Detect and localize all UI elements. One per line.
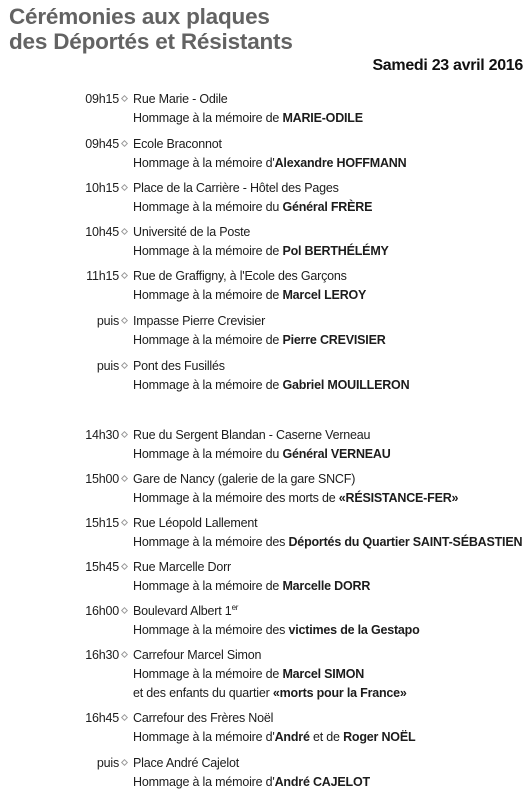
place-text: Rue Léopold Lallement: [133, 516, 258, 530]
entry-place: [133, 426, 370, 445]
entry-place: [133, 135, 222, 154]
entry-tribute: [133, 445, 391, 464]
place-text: Rue du Sergent Blandan - Caserne Verneau: [133, 428, 371, 442]
entry-tribute-extra: [133, 684, 407, 703]
entry-time: puis: [96, 314, 119, 328]
tribute-name: Général FRÈRE: [282, 200, 373, 214]
place-text: Impasse Pierre Crevisier: [133, 314, 266, 328]
schedule-entry: [0, 558, 531, 602]
tribute-name-2: Roger NOËL: [343, 730, 416, 744]
entry-tribute: [133, 665, 364, 684]
schedule-entry: [0, 90, 531, 134]
entry-tribute: [133, 154, 406, 173]
schedule-entry: [0, 602, 531, 646]
tribute-name: Alexandre HOFFMANN: [274, 156, 407, 170]
entry-time: 15h00: [85, 472, 119, 486]
place-text: Université de la Poste: [133, 225, 251, 239]
entry-tribute: [133, 489, 458, 508]
schedule-entry: [0, 357, 531, 401]
schedule-entry: [0, 135, 531, 179]
tribute-name: André CAJELOT: [274, 775, 370, 789]
place-text: Gare de Nancy (galerie de la gare SNCF): [133, 472, 356, 486]
entry-time: puis: [96, 359, 119, 373]
diamond-bullet-icon: [121, 519, 128, 526]
diamond-bullet-icon: [121, 563, 128, 570]
entry-tribute: [133, 198, 372, 217]
entry-place: [133, 558, 231, 577]
entry-place: [133, 90, 228, 109]
diamond-bullet-icon: [121, 184, 128, 191]
diamond-bullet-icon: [121, 714, 128, 721]
entry-tribute: [133, 109, 363, 128]
diamond-bullet-icon: [121, 431, 128, 438]
entry-place: [133, 223, 250, 242]
diamond-bullet-icon: [121, 651, 128, 658]
extra-name: «morts pour la France»: [272, 686, 407, 700]
schedule-entry: [0, 426, 531, 470]
entry-place: [133, 514, 257, 533]
diamond-bullet-icon: [121, 362, 128, 369]
schedule-entry: [0, 754, 531, 798]
tribute-prefix: Hommage à la mémoire de: [133, 333, 283, 347]
entry-place: [133, 267, 347, 286]
diamond-bullet-icon: [121, 607, 128, 614]
tribute-name: André: [274, 730, 310, 744]
diamond-bullet-icon: [121, 95, 128, 102]
schedule-entry: [0, 312, 531, 356]
entry-time: 16h00: [85, 604, 119, 618]
tribute-name: Marcelle DORR: [282, 579, 371, 593]
place-text: Place André Cajelot: [133, 756, 239, 770]
entry-time: 15h45: [85, 560, 119, 574]
entry-place: [133, 602, 238, 621]
entry-time: 11h15: [86, 269, 119, 283]
entry-place: [133, 179, 339, 198]
schedule-entry: [0, 646, 531, 700]
entry-place: [133, 709, 273, 728]
tribute-name: Pol BERTHÉLÉMY: [282, 244, 389, 258]
place-text: Place de la Carrière - Hôtel des Pages: [133, 181, 339, 195]
tribute-prefix: Hommage à la mémoire d': [133, 730, 275, 744]
entry-place: [133, 646, 261, 665]
tribute-prefix: Hommage à la mémoire de: [133, 667, 283, 681]
entry-tribute: [133, 331, 386, 350]
entry-time: 16h30: [85, 648, 119, 662]
tribute-prefix: Hommage à la mémoire d': [133, 775, 275, 789]
tribute-name: Marcel LEROY: [282, 288, 367, 302]
entry-place: [133, 470, 355, 489]
schedule-entry: [0, 470, 531, 514]
title-line-2: des Déportés et Résistants: [9, 29, 293, 54]
tribute-name: «RÉSISTANCE-FER»: [338, 491, 459, 505]
place-text: Pont des Fusillés: [133, 359, 225, 373]
tribute-prefix: Hommage à la mémoire de: [133, 288, 283, 302]
tribute-name: Pierre CREVISIER: [282, 333, 386, 347]
tribute-name: Marcel SIMON: [282, 667, 365, 681]
tribute-prefix: Hommage à la mémoire d': [133, 156, 275, 170]
place-text: Carrefour Marcel Simon: [133, 648, 262, 662]
tribute-name: Général VERNEAU: [282, 447, 391, 461]
diamond-bullet-icon: [121, 272, 128, 279]
place-text: Ecole Braconnot: [133, 137, 222, 151]
entry-time: 15h15: [85, 516, 119, 530]
place-text: Rue Marcelle Dorr: [133, 560, 232, 574]
diamond-bullet-icon: [121, 140, 128, 147]
entry-place: [133, 754, 239, 773]
schedule-entry: [0, 223, 531, 267]
tribute-name: Déportés du Quartier SAINT-SÉBASTIEN: [288, 535, 523, 549]
place-text: Rue Marie - Odile: [133, 92, 228, 106]
entry-time: 16h45: [85, 711, 119, 725]
tribute-prefix: Hommage à la mémoire de: [133, 244, 283, 258]
diamond-bullet-icon: [121, 317, 128, 324]
entry-time: 10h45: [85, 225, 119, 239]
tribute-prefix: Hommage à la mémoire du: [133, 200, 283, 214]
entry-time: 14h30: [85, 428, 119, 442]
diamond-bullet-icon: [121, 475, 128, 482]
schedule-entry: [0, 514, 531, 558]
entry-place: [133, 312, 265, 331]
entry-time: 09h15: [85, 92, 119, 106]
tribute-mid: et de: [309, 730, 344, 744]
tribute-prefix: Hommage à la mémoire du: [133, 447, 283, 461]
event-date: Samedi 23 avril 2016: [372, 57, 523, 74]
place-text: Carrefour des Frères Noël: [133, 711, 274, 725]
entry-time: 10h15: [85, 181, 119, 195]
entry-tribute: [133, 577, 370, 596]
entry-place: [133, 357, 225, 376]
place-superscript: er: [231, 603, 239, 612]
extra-prefix: et des enfants du quartier: [133, 686, 273, 700]
tribute-name: Gabriel MOUILLERON: [282, 378, 410, 392]
page-title: [9, 4, 293, 54]
entry-tribute: [133, 773, 370, 792]
diamond-bullet-icon: [121, 228, 128, 235]
tribute-name: victimes de la Gestapo: [288, 623, 420, 637]
tribute-prefix: Hommage à la mémoire des: [133, 623, 289, 637]
schedule-entry: [0, 709, 531, 753]
entry-tribute: [133, 242, 389, 261]
tribute-prefix: Hommage à la mémoire de: [133, 579, 283, 593]
entry-tribute: [133, 376, 409, 395]
tribute-name: MARIE-ODILE: [282, 111, 363, 125]
entry-tribute: [133, 621, 420, 640]
entry-time: 09h45: [85, 137, 119, 151]
place-text: Boulevard Albert 1: [133, 604, 232, 618]
tribute-prefix: Hommage à la mémoire des: [133, 535, 289, 549]
entry-tribute: [133, 286, 366, 305]
entry-tribute: [133, 533, 522, 552]
place-text: Rue de Graffigny, à l'Ecole des Garçons: [133, 269, 347, 283]
entry-tribute: [133, 728, 415, 747]
diamond-bullet-icon: [121, 759, 128, 766]
entry-time: puis: [96, 756, 119, 770]
schedule-entry: [0, 179, 531, 223]
tribute-prefix: Hommage à la mémoire de: [133, 378, 283, 392]
tribute-prefix: Hommage à la mémoire des morts de: [133, 491, 339, 505]
tribute-prefix: Hommage à la mémoire de: [133, 111, 283, 125]
title-line-1: Cérémonies aux plaques: [9, 4, 270, 29]
schedule-entry: [0, 267, 531, 311]
